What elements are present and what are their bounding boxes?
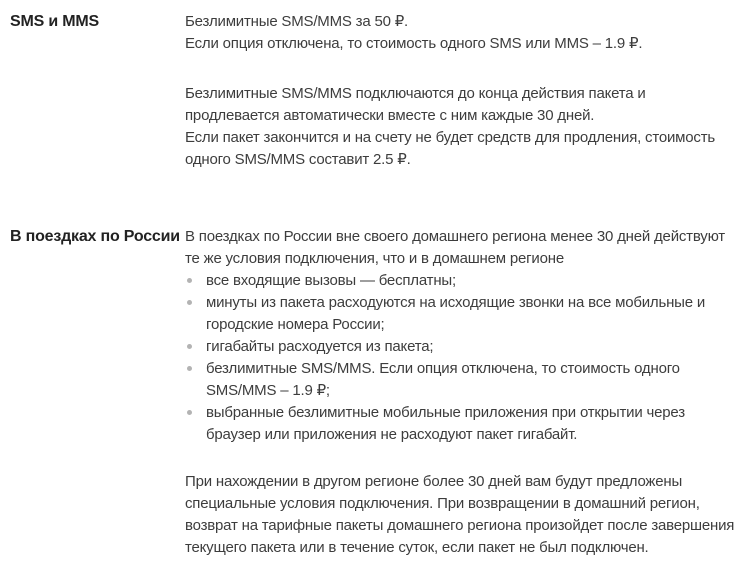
- text-line: Безлимитные SMS/MMS подключаются до конца действия пакета и продлевается автоматически вместе с ним каждые 30 дней.: [185, 85, 646, 124]
- section-label-sms-mms: SMS и MMS: [10, 13, 99, 30]
- text-line: Безлимитные SMS/MMS за 50 ₽.: [185, 13, 409, 30]
- section-content-sms-mms: [185, 11, 741, 171]
- list-item-unlimited-apps: выбранные безлимитные мобильные приложения при открытии через браузер или приложения не расходуют пакет гигабайт.: [185, 402, 741, 446]
- text-line: Если опция отключена, то стоимость одного SMS или MMS – 1.9 ₽.: [185, 35, 643, 52]
- section-travel-russia: [10, 226, 741, 559]
- section-content-travel-russia: [185, 226, 741, 559]
- text-line: Если пакет закончится и на счету не будет средств для продления, стоимость одного SMS/MMS составит 2.5 ₽.: [185, 129, 716, 168]
- list-item-incoming-calls: все входящие вызовы — бесплатны;: [185, 270, 741, 292]
- travel-intro-paragraph: В поездках по России вне своего домашнего региона менее 30 дней действуют те же условия подключения, что и в домашнем регионе: [185, 228, 725, 267]
- list-item-gigabytes: гигабайты расходуется из пакета;: [185, 336, 741, 358]
- travel-outro-paragraph: При нахождении в другом регионе более 30 дней вам будут предложены специальные условия подключения. При возвращении в домашний регион, возврат на тарифные пакеты домашнего региона произойдет после завершения текущего пакета или в течение суток, если пакет не был подключен.: [185, 473, 735, 556]
- section-label-travel-russia: В поездках по России: [10, 228, 180, 245]
- travel-conditions-list: [185, 270, 741, 446]
- sms-price-paragraph: [185, 11, 741, 55]
- list-item-unlimited-sms: безлимитные SMS/MMS. Если опция отключена, то стоимость одного SMS/MMS – 1.9 ₽;: [185, 358, 741, 402]
- sms-renewal-paragraph: [185, 83, 741, 171]
- section-sms-mms: [10, 11, 741, 171]
- list-item-package-minutes: минуты из пакета расходуются на исходящие звонки на все мобильные и городские номера России;: [185, 292, 741, 336]
